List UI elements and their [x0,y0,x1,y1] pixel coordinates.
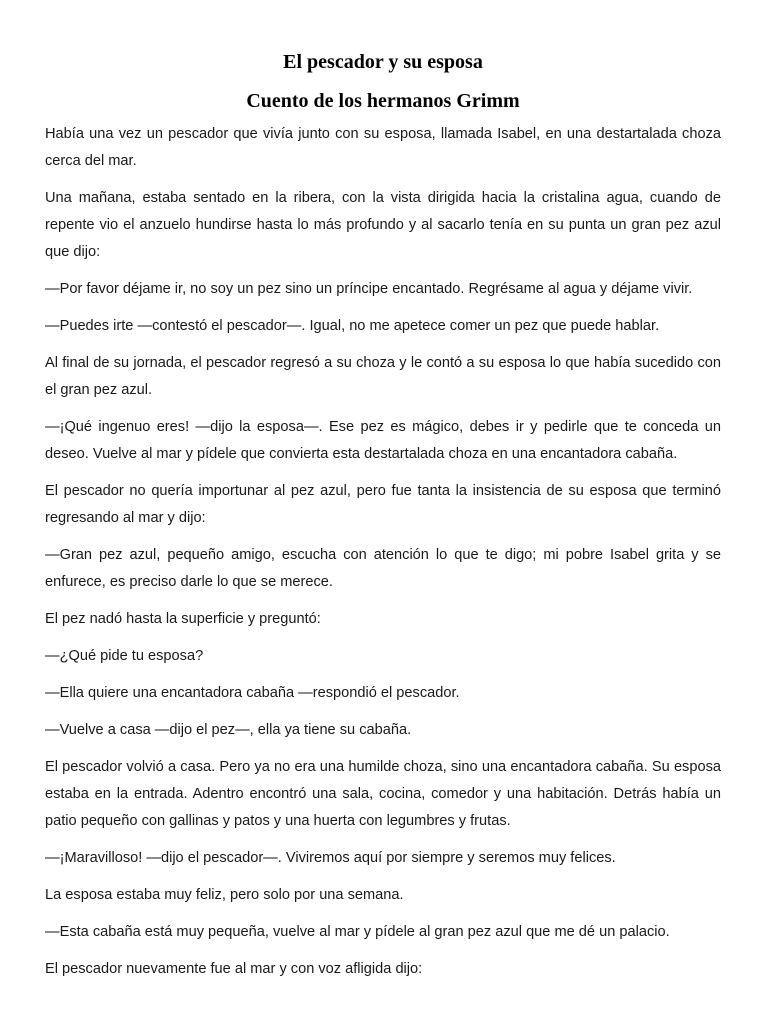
paragraph: —Ella quiere una encantadora cabaña —respondió el pescador. [45,685,460,701]
document-title: El pescador y su esposa [283,51,483,73]
paragraph: —¡Maravilloso! —dijo el pescador—. Viviremos aquí por siempre y seremos muy felices. [45,850,616,866]
document-body [45,121,721,993]
paragraph: El pez nadó hasta la superficie y preguntó: [45,611,321,627]
paragraph: La esposa estaba muy feliz, pero solo por una semana. [45,887,404,903]
paragraph: —¿Qué pide tu esposa? [45,648,204,664]
paragraph: El pescador nuevamente fue al mar y con voz afligida dijo: [45,961,423,977]
paragraph: —Vuelve a casa —dijo el pez—, ella ya tiene su cabaña. [45,722,412,738]
paragraph: El pescador no quería importunar al pez azul, pero fue tanta la insistencia de su esposa que terminó regresando al mar y dijo: [45,483,721,526]
paragraph: Al final de su jornada, el pescador regresó a su choza y le contó a su esposa lo que había sucedido con el gran pez azul. [45,355,721,398]
paragraph: —¡Qué ingenuo eres! —dijo la esposa—. Ese pez es mágico, debes ir y pedirle que te conceda un deseo. Vuelve al mar y pídele que convierta esta destartalada choza en una encantadora cabaña. [45,419,721,462]
paragraph: —Esta cabaña está muy pequeña, vuelve al mar y pídele al gran pez azul que me dé un palacio. [45,924,670,940]
paragraph: Una mañana, estaba sentado en la ribera, con la vista dirigida hacia la cristalina agua, cuando de repente vio el anzuelo hundirse hasta lo más profundo y al sacarlo tenía en su punta un gran pez azul que dijo: [45,190,721,260]
paragraph: —Gran pez azul, pequeño amigo, escucha con atención lo que te digo; mi pobre Isabel grita y se enfurece, es preciso darle lo que se merece. [45,547,721,590]
document-subtitle: Cuento de los hermanos Grimm [246,90,520,112]
paragraph: Había una vez un pescador que vivía junto con su esposa, llamada Isabel, en una destartalada choza cerca del mar. [45,126,721,169]
paragraph: —Por favor déjame ir, no soy un pez sino un príncipe encantado. Regrésame al agua y déjame vivir. [45,281,693,297]
paragraph: El pescador volvió a casa. Pero ya no era una humilde choza, sino una encantadora cabaña. Su esposa estaba en la entrada. Adentro encontró una sala, cocina, comedor y una habitación. Detrás había un patio pequeño con gallinas y patos y una huerta con legumbres y frutas. [45,759,721,829]
paragraph: —Puedes irte —contestó el pescador—. Igual, no me apetece comer un pez que puede hablar. [45,318,660,334]
